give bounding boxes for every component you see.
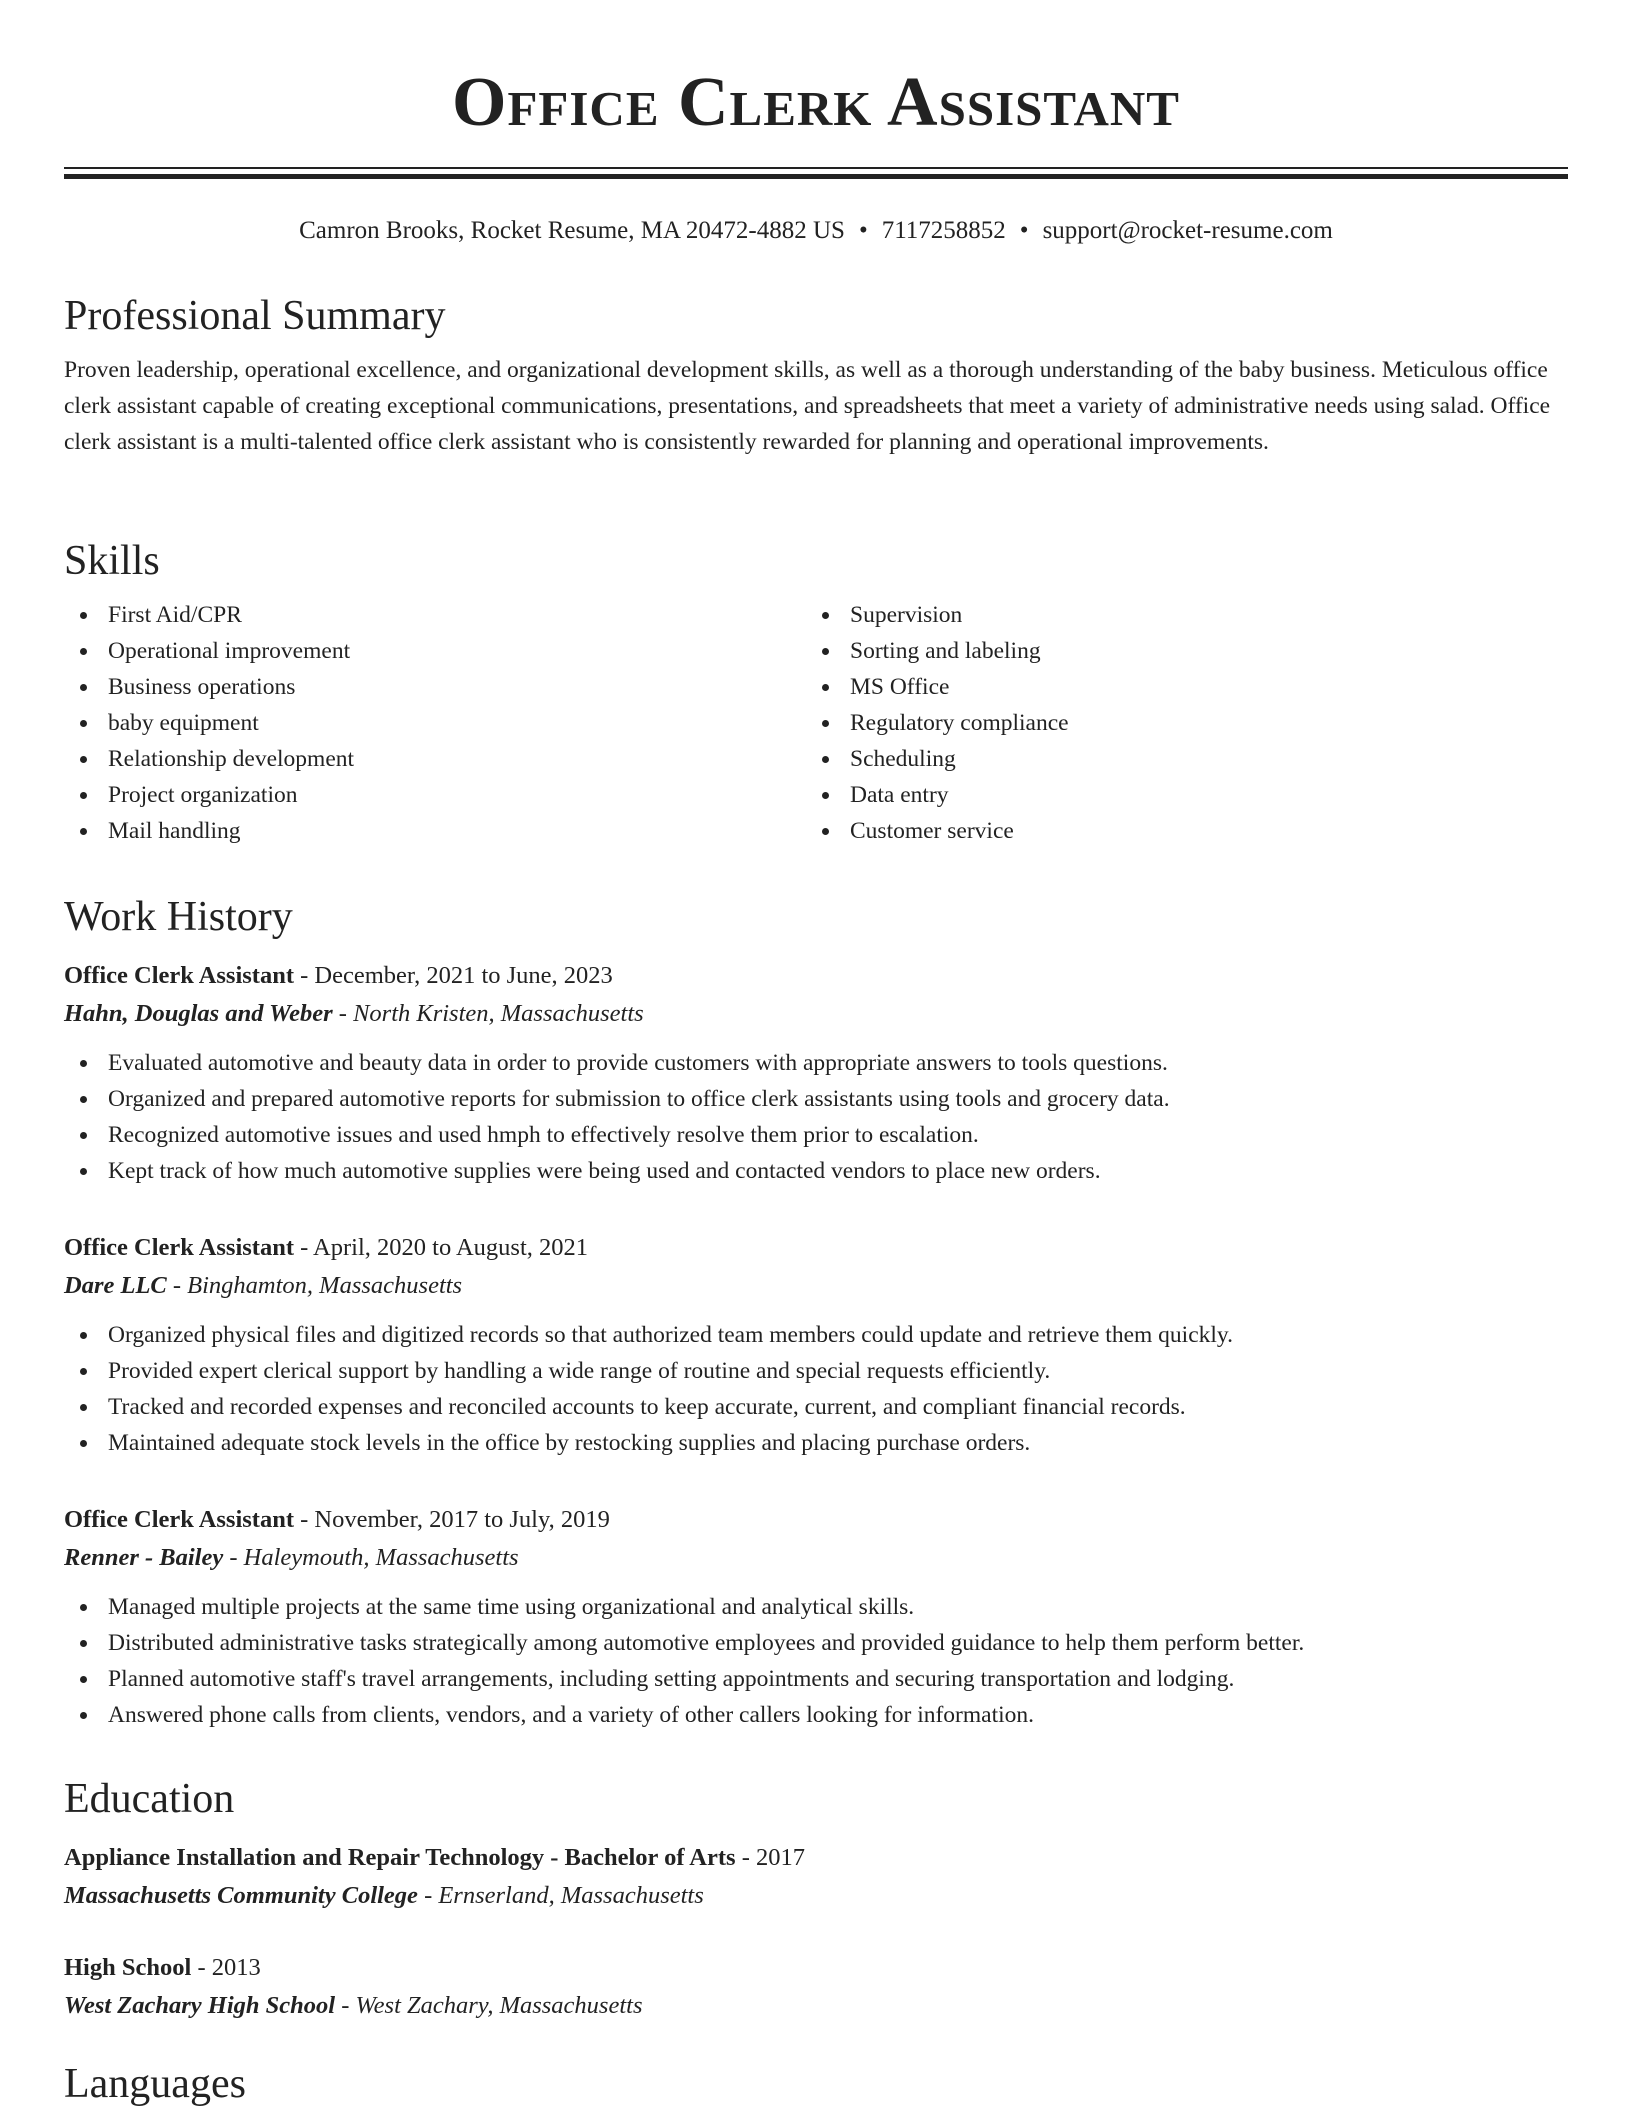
education-school-line (64, 1877, 1568, 1915)
summary-heading: Professional Summary (64, 293, 446, 339)
education-school: Massachusetts Community College (64, 1882, 418, 1909)
job-company: Dare LLC (64, 1272, 167, 1299)
skill-item: Project organization (64, 777, 806, 813)
contact-phone: 7117258852 (881, 217, 1006, 244)
job-location: - North Kristen, Massachusetts (332, 1000, 644, 1027)
education-location: - Ernserland, Massachusetts (417, 1882, 704, 1909)
job-location: - Binghamton, Massachusetts (166, 1272, 463, 1299)
education-entry (64, 1839, 1568, 1915)
job-bullets (64, 1589, 1568, 1733)
skill-item: Relationship development (64, 741, 806, 777)
education-degree: High School (64, 1954, 192, 1981)
education-degree-line (64, 1949, 1568, 1987)
skills-section (64, 535, 1568, 849)
work-history-section (64, 891, 1568, 1733)
education-location: - West Zachary, Massachusetts (335, 1992, 643, 2019)
job-bullet: Kept track of how much automotive supplies were being used and contacted vendors to place new orders. (64, 1153, 1568, 1189)
job-entry (64, 957, 1568, 1189)
summary-text: Proven leadership, operational excellence, and organizational development skills, as well as a thorough understanding of the baby business. Meticulous office clerk assistant capable of creating exceptional communications, presentations, and spreadsheets that meet a variety of administrative needs using salad. Office clerk assistant is a multi-talented office clerk assistant who is consistently rewarded for planning and operational improvements. (64, 357, 1551, 455)
education-degree-line (64, 1839, 1568, 1877)
skill-item: baby equipment (64, 705, 806, 741)
job-dates: - December, 2021 to June, 2023 (294, 962, 613, 989)
skill-item: MS Office (806, 669, 1548, 705)
job-bullet: Evaluated automotive and beauty data in order to provide customers with appropriate answers to tools questions. (64, 1045, 1568, 1081)
job-bullet: Recognized automotive issues and used hmph to effectively resolve them prior to escalation. (64, 1117, 1568, 1153)
education-degree: Appliance Installation and Repair Technology - Bachelor of Arts (64, 1844, 736, 1871)
education-entry (64, 1949, 1568, 2025)
skill-item: Business operations (64, 669, 806, 705)
job-location: - Haleymouth, Massachusetts (223, 1544, 519, 1571)
languages-section (64, 2058, 1568, 2110)
job-company: Hahn, Douglas and Weber (64, 1000, 333, 1027)
education-school-line (64, 1987, 1568, 2025)
skills-heading: Skills (64, 538, 160, 584)
education-year: - 2017 (735, 1844, 805, 1871)
job-bullet: Organized physical files and digitized records so that authorized team members could update and retrieve them quickly. (64, 1317, 1568, 1353)
job-org-line (64, 1539, 1568, 1577)
languages-heading: Languages (64, 2061, 246, 2107)
job-title: Office Clerk Assistant (64, 962, 294, 989)
skills-columns (64, 597, 1568, 849)
skills-list-right (806, 597, 1548, 849)
job-company: Renner - Bailey (64, 1544, 224, 1571)
contact-separator: • (858, 217, 868, 244)
job-bullets (64, 1317, 1568, 1461)
title-rule-thin (64, 167, 1568, 169)
job-bullets (64, 1045, 1568, 1189)
job-dates: - November, 2017 to July, 2019 (294, 1506, 610, 1533)
skill-item: Scheduling (806, 741, 1548, 777)
job-bullet: Managed multiple projects at the same time using organizational and analytical skills. (64, 1589, 1568, 1625)
title-rule-thick (64, 174, 1568, 179)
job-bullet: Organized and prepared automotive reports for submission to office clerk assistants using tools and grocery data. (64, 1081, 1568, 1117)
skill-item: Data entry (806, 777, 1548, 813)
contact-line (0, 214, 1632, 248)
job-bullet: Maintained adequate stock levels in the office by restocking supplies and placing purchase orders. (64, 1425, 1568, 1461)
job-entry (64, 1501, 1568, 1733)
education-section (64, 1773, 1568, 2025)
skill-item: Customer service (806, 813, 1548, 849)
job-role-line (64, 1229, 1568, 1267)
summary-section (64, 290, 1568, 460)
skill-item: Operational improvement (64, 633, 806, 669)
job-role-line (64, 1501, 1568, 1539)
education-heading: Education (64, 1776, 235, 1822)
skill-item: Supervision (806, 597, 1548, 633)
education-year: - 2013 (191, 1954, 261, 1981)
job-title: Office Clerk Assistant (64, 1506, 294, 1533)
job-bullet: Answered phone calls from clients, vendors, and a variety of other callers looking for information. (64, 1697, 1568, 1733)
job-org-line (64, 995, 1568, 1033)
job-bullet: Provided expert clerical support by handling a wide range of routine and special requests efficiently. (64, 1353, 1568, 1389)
job-bullet: Distributed administrative tasks strategically among automotive employees and provided guidance to help them perform better. (64, 1625, 1568, 1661)
job-title: Office Clerk Assistant (64, 1234, 294, 1261)
skill-item: First Aid/CPR (64, 597, 806, 633)
job-bullet: Tracked and recorded expenses and reconciled accounts to keep accurate, current, and compliant financial records. (64, 1389, 1568, 1425)
resume-title: Office Clerk Assistant (452, 64, 1180, 141)
skill-item: Regulatory compliance (806, 705, 1548, 741)
job-bullet: Planned automotive staff's travel arrangements, including setting appointments and securing transportation and lodging. (64, 1661, 1568, 1697)
contact-address: Camron Brooks, Rocket Resume, MA 20472-4882 US (299, 217, 845, 244)
skill-item: Sorting and labeling (806, 633, 1548, 669)
contact-email: support@rocket-resume.com (1042, 217, 1333, 244)
education-school: West Zachary High School (64, 1992, 336, 2019)
contact-separator: • (1019, 217, 1029, 244)
skill-item: Mail handling (64, 813, 806, 849)
job-org-line (64, 1267, 1568, 1305)
job-role-line (64, 957, 1568, 995)
skills-list-left (64, 597, 806, 849)
work-history-heading: Work History (64, 894, 293, 940)
job-dates: - April, 2020 to August, 2021 (294, 1234, 589, 1261)
job-entry (64, 1229, 1568, 1461)
